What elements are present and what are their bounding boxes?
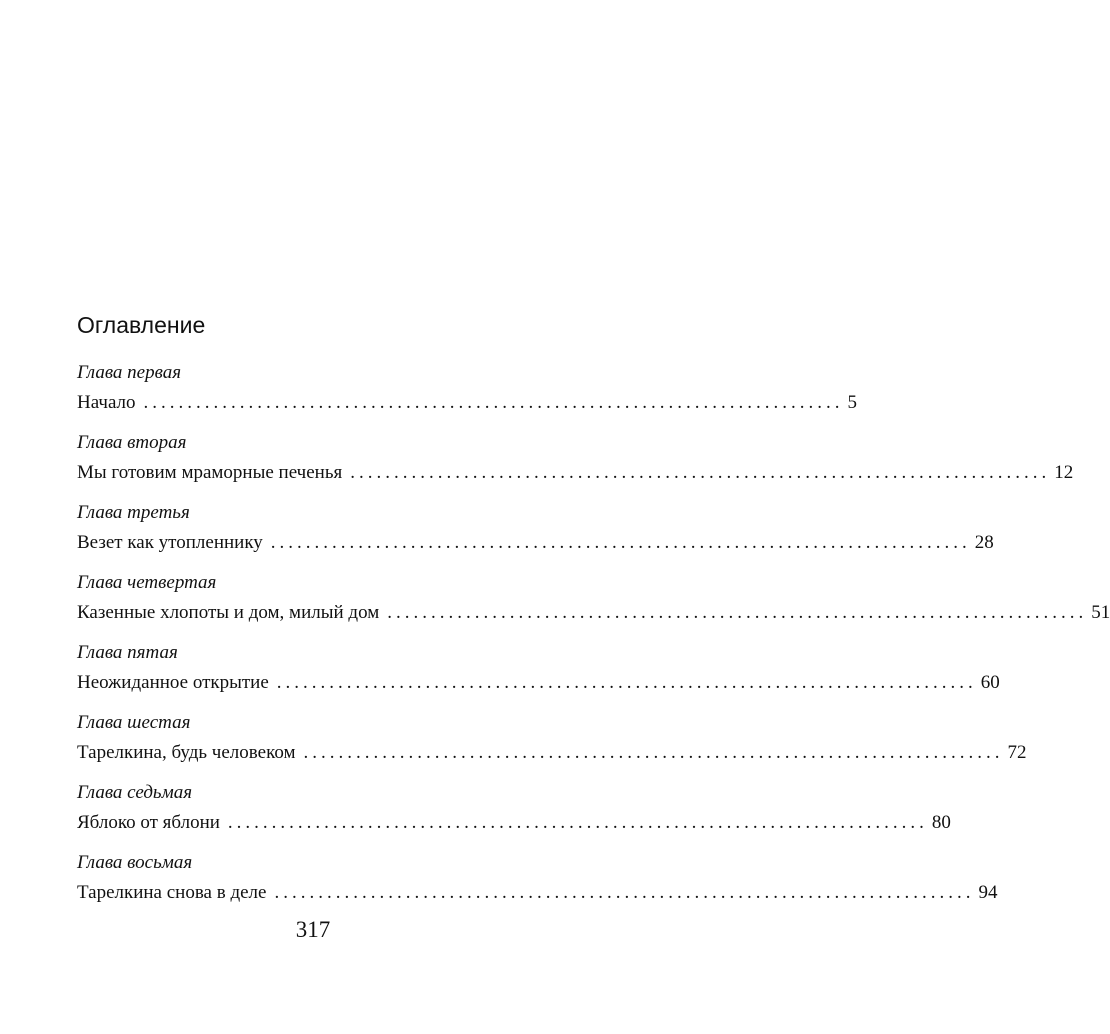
toc-entry[interactable] xyxy=(77,359,858,429)
toc-line xyxy=(77,529,994,557)
toc-heading: Оглавление xyxy=(77,312,206,338)
chapter-label: Глава четвертая xyxy=(77,572,217,593)
toc-entry[interactable] xyxy=(77,429,1074,499)
toc-line xyxy=(77,669,1000,697)
chapter-label: Глава первая xyxy=(77,362,182,383)
chapter-title: Тарелкина, будь человеком xyxy=(77,742,296,763)
chapter-page-number: 28 xyxy=(974,532,994,553)
dot-leader: ................................................................................ xyxy=(143,392,844,413)
toc-entry[interactable] xyxy=(77,499,994,569)
toc-entry[interactable] xyxy=(77,849,998,919)
chapter-label: Глава пятая xyxy=(77,642,178,663)
dot-leader: ................................................................................ xyxy=(350,462,1051,483)
dot-leader: ................................................................................ xyxy=(276,672,977,693)
chapter-page-number: 94 xyxy=(978,882,998,903)
chapter-title: Яблоко от яблони xyxy=(77,812,220,833)
chapter-page-number: 80 xyxy=(931,812,951,833)
toc-list xyxy=(77,359,1110,919)
chapter-title: Мы готовим мраморные печенья xyxy=(77,462,343,483)
toc-entry[interactable] xyxy=(77,779,951,849)
chapter-title: Тарелкина снова в деле xyxy=(77,882,267,903)
chapter-page-number: 51 xyxy=(1091,602,1110,623)
chapter-title: Казенные хлопоты и дом, милый дом xyxy=(77,602,380,623)
chapter-page-number: 72 xyxy=(1007,742,1027,763)
dot-leader: ................................................................................ xyxy=(303,742,1004,763)
dot-leader: ................................................................................ xyxy=(387,602,1088,623)
chapter-title: Неожиданное открытие xyxy=(77,672,269,693)
chapter-label: Глава седьмая xyxy=(77,782,193,803)
chapter-label: Глава шестая xyxy=(77,712,191,733)
toc-line xyxy=(77,739,1027,767)
chapter-page-number: 60 xyxy=(980,672,1000,693)
chapter-label: Глава восьмая xyxy=(77,852,193,873)
toc-line xyxy=(77,809,951,837)
toc-line xyxy=(77,879,998,907)
page-number: 317 xyxy=(295,917,331,942)
chapter-page-number: 5 xyxy=(847,392,858,413)
toc-line xyxy=(77,389,858,417)
toc-entry[interactable] xyxy=(77,639,1000,709)
chapter-label: Глава третья xyxy=(77,502,190,523)
dot-leader: ................................................................................ xyxy=(274,882,975,903)
toc-line xyxy=(77,599,1110,627)
dot-leader: ................................................................................ xyxy=(270,532,971,553)
toc-entry[interactable] xyxy=(77,709,1027,779)
chapter-title: Везет как утопленнику xyxy=(77,532,263,553)
toc-entry[interactable] xyxy=(77,569,1110,639)
chapter-title: Начало xyxy=(77,392,136,413)
dot-leader: ................................................................................ xyxy=(227,812,928,833)
chapter-label: Глава вторая xyxy=(77,432,187,453)
chapter-page-number: 12 xyxy=(1054,462,1074,483)
toc-line xyxy=(77,459,1074,487)
